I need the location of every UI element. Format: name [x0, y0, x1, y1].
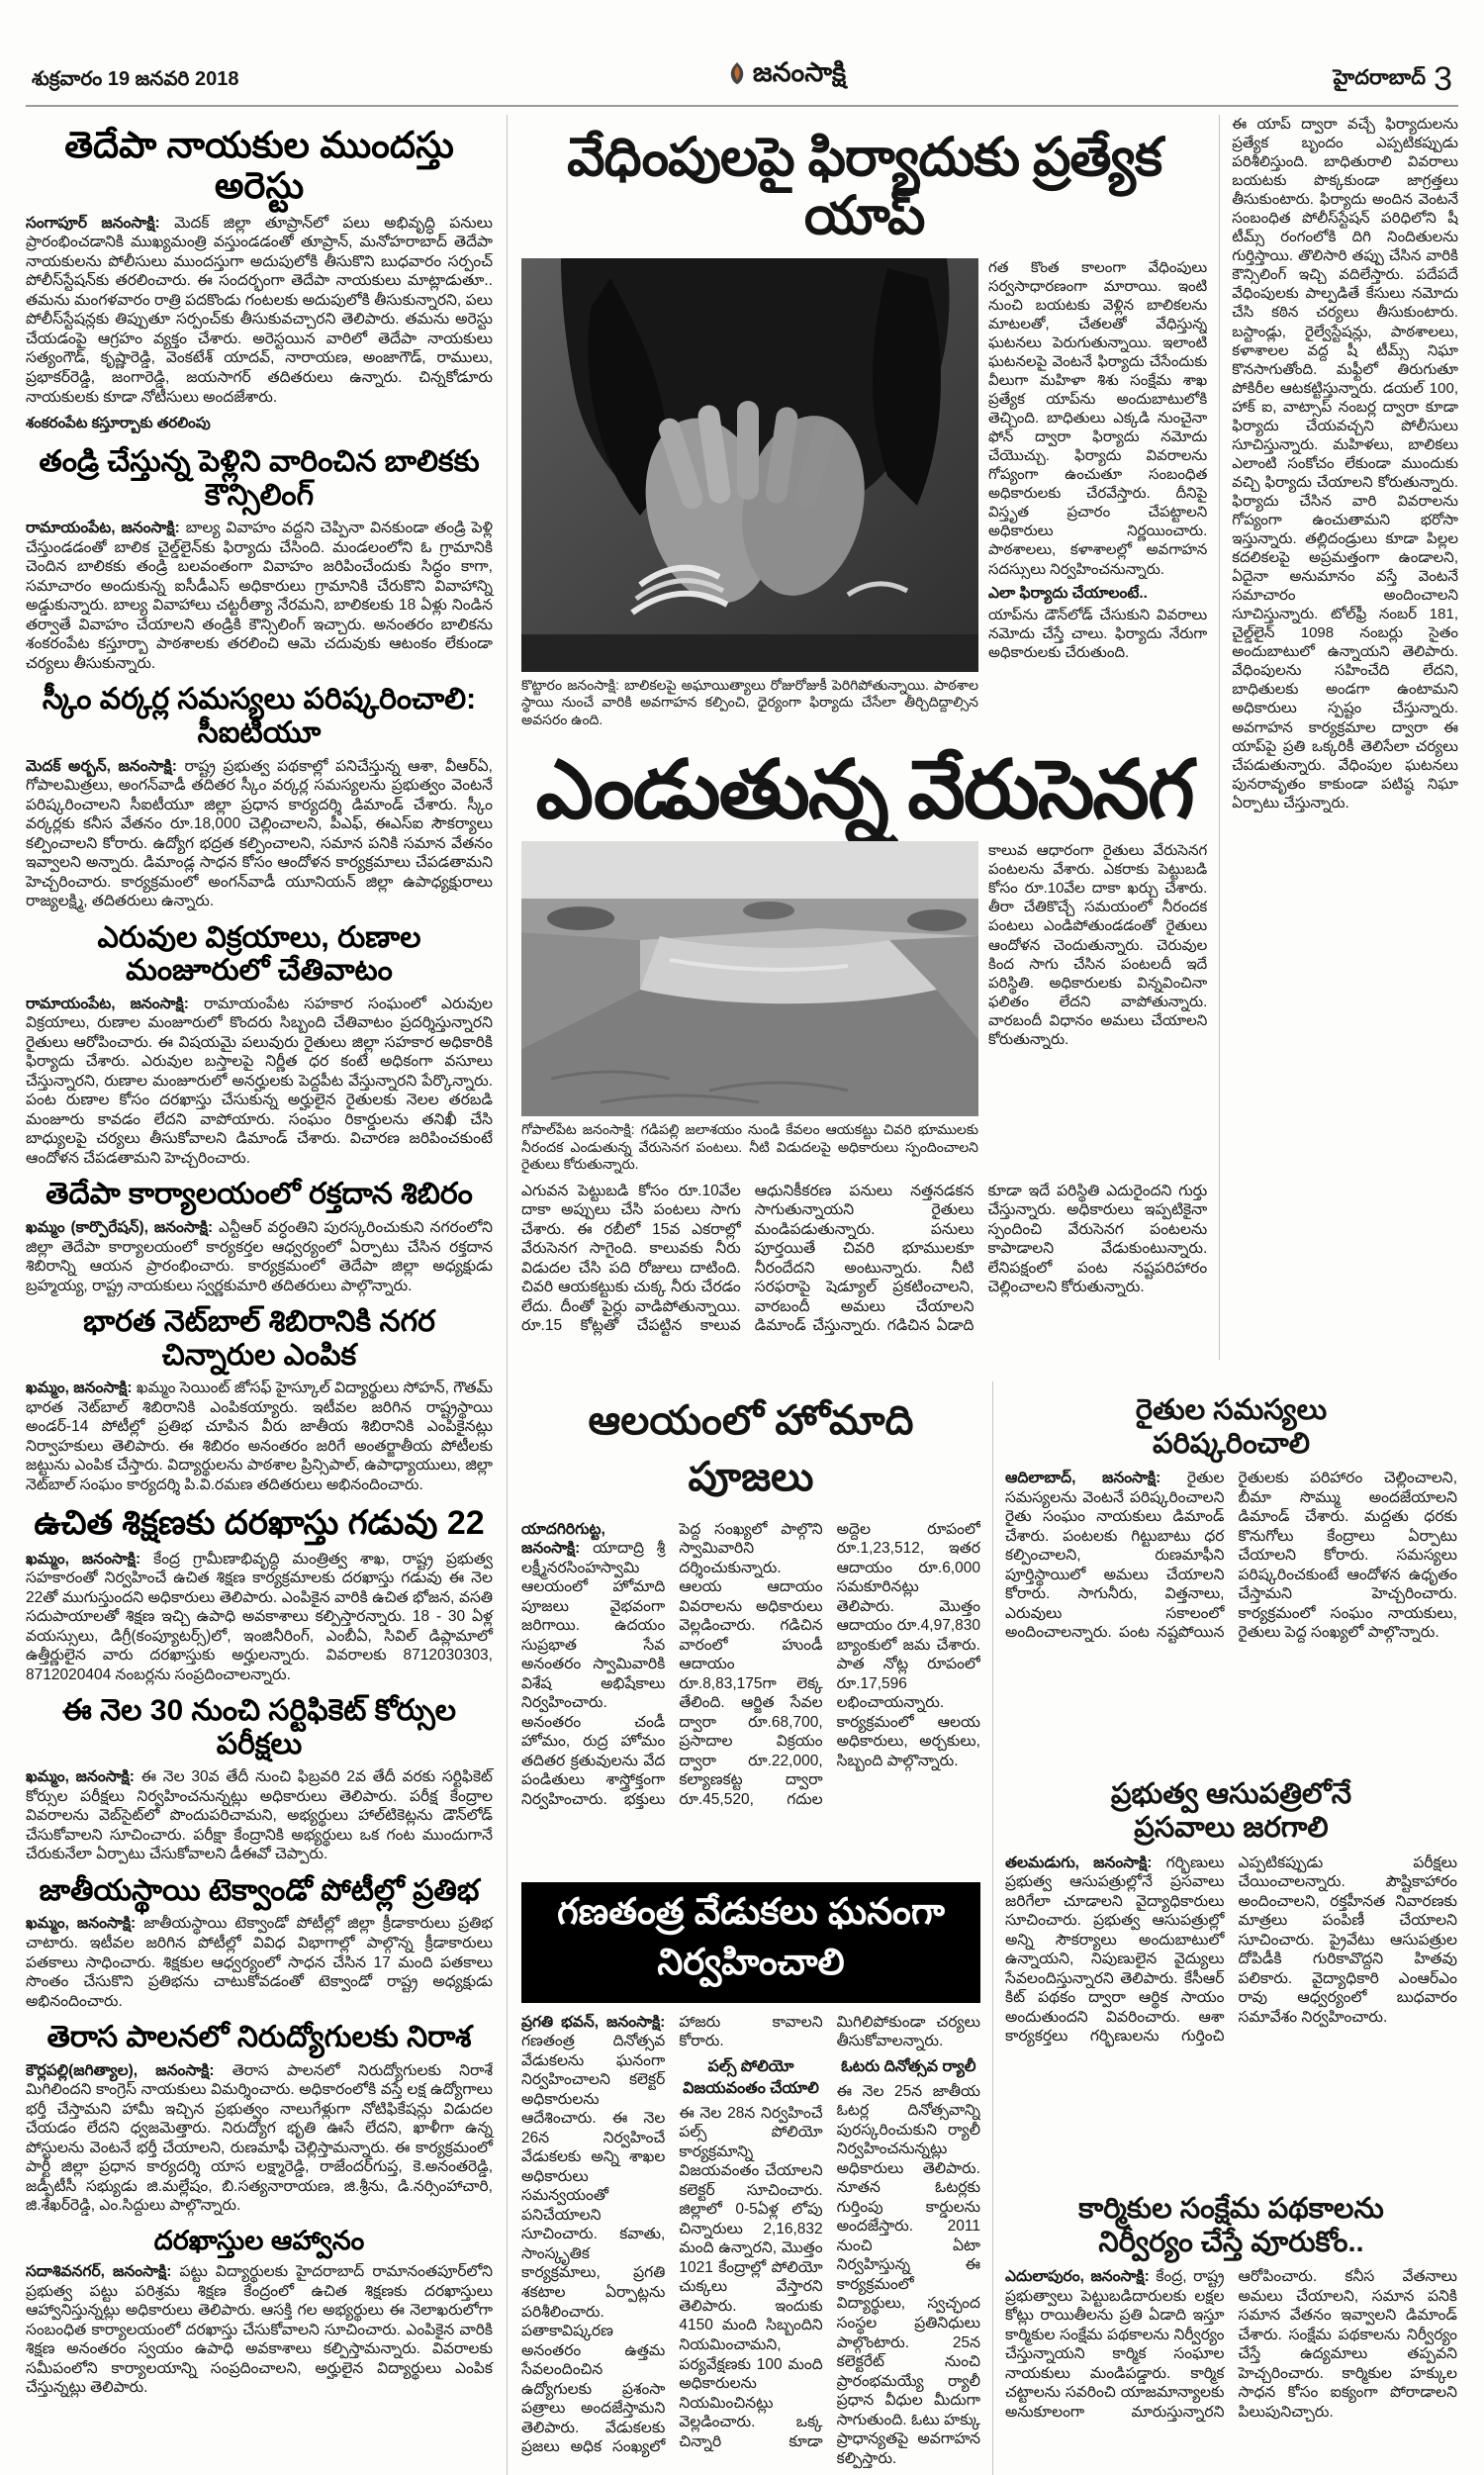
dateline: సదాశివనగర్, జనంసాక్షి:: [26, 2263, 172, 2280]
left-column: [26, 115, 507, 2475]
page-number: 3: [1434, 60, 1452, 99]
article-body: ఈ నెల 28న నిర్వహించే పల్స్ పోలియో కార్యక్రమాన్ని విజయవంతం చేయాలని కలెక్టర్ సూచించారు. జిల్లాలో 0-5ఏళ్ల లోపు చిన్నారులు 2,16,832 మంది ఉన్నారని, మొత్తం 1021 కేంద్రాల్లో పోలియో చుక్కలు వేస్తారని తెలిపారు. ఇందుకు 4150 మంది సిబ్బందిని నియమించామని, పర్యవేక్షణకు 100 మంది అధికారులను నియమించినట్లు వెల్లడించారు. ఒక్క చిన్నారి కూడా మిగిలిపోకుండా చర్యలు తీసుకోవాలన్నారు.: [679, 2013, 980, 2450]
article: [26, 2226, 493, 2398]
article-side-text: కాలువ ఆధారంగా రైతులు వేరుసెనగ పంటలను వేశారు. ఎకరాకు పెట్టుబడి కోసం రూ.10వేల దాకా ఖర్చు చేశారు. తీరా చేతికొచ్చే సమయంలో నీరందక పంటలు ఎండిపోతుండడంతో రైతులు ఆందోళన చెందుతున్నారు. చెరువుల కింద సాగు చేసిన పంటలదీ ఇదే పరిస్థితి. అధికారులకు విన్నవించినా ఫలితం లేదని వాపోతున్నారు. వారబందీ విధానం అమలు చేయాలని కోరుతున్నారు.: [988, 842, 1208, 1048]
article-harassment-app: [521, 129, 1207, 728]
voters-day-subhead: ఓటరు దినోత్సవ ర్యాలీ: [841, 2057, 976, 2075]
groundnut-body: ఎగువన పెట్టుబడి కోసం రూ.10వేల దాకా అప్పులు చేసి పంటలు సాగు చేశారు. ఈ రబీలో 15వ ఎకరాల్లో వేరుసెనగ సాగైంది. కాలువకు నీరు విడుదల చేసి పది రోజులు దాటింది. చివరి ఆయకట్టుకు చుక్క నీరు చేరడం లేదు. దీంతో పైర్లు వాడిపోతున్నాయి. రూ.15 కోట్లతో చేపట్టిన కాలువ ఆధునికీకరణ పనులు నత్తనడకన సాగుతున్నాయని రైతులు మండిపడుతున్నారు. పనులు పూర్తయితే చివరి భూములకూ నీరందేదని అంటున్నారు. నీటి సరఫరాపై షెడ్యూల్ ప్రకటించాలని, వారబందీ అమలు చేయాలని డిమాండ్ చేస్తున్నారు. గడిచిన ఏడాది కూడా ఇదే పరిస్థితి ఎదురైందని గుర్తు చేస్తున్నారు. అధికారులు ఇప్పటికైనా స్పందించి వేరుసెనగ పంటలను కాపాడాలని వేడుకుంటున్నారు. లేనిపక్షంలో పంట నష్టపరిహారం చెల్లించాలని కోరుతున్నారు.: [521, 1182, 1208, 1335]
dateline: ఖమ్మం, జనంసాక్షి:: [26, 1768, 135, 1786]
photo-caption: కొట్టారం జనంసాక్షి: బాలికలపై అఘాయిత్యాలు రోజురోజుకీ పెరిగిపోతున్నాయి. పాఠశాల స్థాయి నుంచే వారికి అవగాహన కల్పించి, ధైర్యంగా ఫిర్యాదు చేసేలా తీర్చిదిద్దాల్సిన అవసరం ఉంది.: [521, 676, 978, 727]
paper-title: [726, 57, 846, 95]
city-page: [1333, 60, 1452, 99]
dateline: తలమడుగు, జనంసాక్షి:: [1005, 1854, 1153, 1871]
dateline: ఖమ్మం, జనంసాక్షి:: [26, 1550, 141, 1568]
center-section: [521, 115, 1219, 1376]
dateline: ఖమ్మం, జనంసాక్షి:: [26, 1915, 137, 1933]
article-headline: తెదేపా నాయకుల ముందస్తు అరెస్టు: [64, 125, 454, 207]
article-body: బాల్య వివాహం వద్దని చెప్పినా వినకుండా తండ్రి పెళ్లి చేస్తుండడంతో బాలిక చైల్డ్‌లైన్‌కు ఫిర్యాదు చేసింది. మండలంలోని ఓ గ్రామానికి చెందిన బాలికకు తండ్రి బలవంతంగా వివాహం జరిపించేందుకు సిద్ధం కాగా, సమాచారం అందుకున్న ఐసీడీఎస్ అధికారులు గ్రామానికి చేరుకొని వివాహాన్ని అడ్డుకున్నారు. బాల్య వివాహాలు చట్టరీత్యా నేరమని, బాలికలకు 18 ఏళ్లు నిండిన తర్వాతే వివాహం చేయాలని తండ్రికి కౌన్సిలింగ్ ఇచ్చారు. అనంతరం బాలికను శంకరంపేట కస్తూర్బా పాఠశాలకు తరలించి ఆమె చదువుకు ఆటంకం లేకుండా చర్యలు తీసుకున్నారు.: [26, 520, 493, 672]
edition-date: శుక్రవారం 19 జనవరి 2018: [32, 68, 239, 90]
article-groundnut: [521, 745, 1208, 1376]
article-headline: తెరాస పాలనలో నిరుద్యోగులకు నిరాశ: [46, 2021, 472, 2054]
right-lower-section: [992, 1381, 1457, 2475]
article-headline: భారత నెట్‌బాల్ శిబిరానికి నగర చిన్నారుల ఎంపిక: [83, 1305, 435, 1372]
article-headline: తెదేపా కార్యాలయంలో రక్తదాన శిబిరం: [46, 1178, 473, 1211]
masthead-logo-icon: [726, 61, 748, 92]
paper-title-text: జనంసాక్షి: [752, 57, 847, 87]
how-to-complain-subhead: ఎలా ఫిర్యాదు చేయాలంటే..: [988, 584, 1148, 602]
article-headline: దరఖాస్తుల ఆహ్వానం: [153, 2225, 365, 2255]
dateline: రామాయంపేట, జనంసాక్షి:: [26, 995, 189, 1012]
temple-headline: ఆలయంలో హోమాది పూజలు: [588, 1396, 914, 1499]
article-headline: తండ్రి చేస్తున్న పెళ్లిని వారించిన బాలికకు కౌన్సిలింగ్: [39, 445, 480, 512]
dateline: ఖమ్మం (కార్పొరేషన్), జనంసాక్షి:: [26, 1219, 214, 1237]
article: [26, 1694, 493, 1864]
hospital-headline: ప్రభుత్వ ఆసుపత్రిలోనే ప్రసవాలు జరగాలి: [1110, 1778, 1352, 1845]
article-headline: ఉచిత శిక్షణకు దరఖాస్తు గడువు 22: [34, 1504, 485, 1543]
article-body: ఖమ్మం సెయింట్ జోసఫ్ హైస్కూల్ విద్యార్థులు సోహన్, గౌతమ్ భారత నెట్‌బాల్ శిబిరానికి ఎంపికయ్యారు. ఇటీవల జరిగిన రాష్ట్రస్థాయి అండర్-14 పోటీల్లో ప్రతిభ చూపిన వీరు జాతీయ శిబిరానికి ఎంపికైనట్లు నిర్వాహకులు తెలిపారు. ఈ శిబిరం అనంతరం జరిగే అంతర్జాతీయ పోటీలకు జట్టును ఎంపిక చేస్తారు. విద్యార్థులను పాఠశాల ప్రిన్సిపాల్, ఉపాధ్యాయులు, జిల్లా నెట్‌బాల్ సంఘం కార్యదర్శి పి.వి.రమణ తదితరులు అభినందించారు.: [26, 1380, 493, 1493]
article-body: కేంద్ర, రాష్ట్ర ప్రభుత్వాలు పెట్టుబడిదారులకు లక్షల కోట్లు రాయితీలను ప్రతి ఏడాది ఇస్తూ కార్మికుల సంక్షేమ పథకాలను నిర్వీర్యం చేస్తున్నాయని కార్మిక సంఘాల నాయకులు మండిపడ్డారు. కార్మిక చట్టాలను సవరించి యాజమాన్యాలకు అనుకూలంగా మారుస్తున్నారని ఆరోపించారు. కనీస వేతనాలు అమలు చేయాలని, సమాన పనికి సమాన వేతనం ఇవ్వాలని డిమాండ్ చేశారు. సంక్షేమ పథకాలను నిర్వీర్యం చేస్తే ఉద్యమాలు తప్పవని హెచ్చరించారు. కార్మికుల హక్కుల సాధన కోసం ఐక్యంగా పోరాడాలని పిలుపునిచ్చారు.: [1005, 2268, 1457, 2421]
article: [26, 1305, 493, 1494]
article-body: ఈ నెల 25న జాతీయ ఓటర్ల దినోత్సవాన్ని పురస్కరించుకుని ర్యాలీ నిర్వహించనున్నట్లు అధికారులు తెలిపారు. నూతన ఓటర్లకు గుర్తింపు కార్డులను అందజేస్తారు. 2011 నుంచి ఏటా నిర్వహిస్తున్న ఈ కార్యక్రమంలో విద్యార్థులు, స్వచ్ఛంద సంస్థల ప్రతినిధులు పాల్గొంటారు. 25న కలెక్టరేట్ నుంచి ప్రారంభమయ్యే ర్యాలీ ప్రధాన వీధుల మీదుగా సాగుతుంది. ఓటు హక్కు ప్రాధాన్యతపై అవగాహన కల్పిస్తారు.: [836, 2082, 980, 2467]
photo-caption: గోపాల్‌పేట జనంసాక్షి: గడిపల్లి జలాశయం నుండి కేవలం ఆయకట్టు చివరి భూములకు నీరందక ఎండుతున్న వేరుసెనగ పంటలు. నీటి విడుదలపై అధికారులు స్పందించాలని రైతులు కోరుతున్నారు.: [521, 1121, 978, 1173]
article: [26, 445, 493, 673]
article: [26, 125, 493, 435]
polio-subhead: పల్స్ పోలియో విజయవంతం చేయాలి: [683, 2057, 819, 2097]
article-side-text: గత కొంత కాలంగా వేధింపులు సర్వసాధారణంగా మారాయి. ఇంటి నుంచి బయటకు వెళ్లిన బాలికలను మాటలతో, చేతలతో వేధిస్తున్న ఘటనలు పెరుగుతున్నాయి. ఇలాంటి ఘటనలపై వెంటనే ఫిర్యాదు చేసేందుకు వీలుగా మహిళా శిశు సంక్షేమ శాఖ ప్రత్యేక యాప్‌ను అందుబాటులోకి తెచ్చింది. బాధితులు ఎక్కడి నుంచైనా ఫోన్ ద్వారా ఫిర్యాదు నమోదు చేయొచ్చు. ఫిర్యాదు వివరాలను గోప్యంగా ఉంచుతూ సంబంధిత అధికారులకు చేరవేస్తారు. దీనిపై విస్తృత ప్రచారం చేపట్టాలని అధికారులు నిర్ణయించారు. పాఠశాలలు, కళాశాలల్లో అవగాహన సదస్సులు నిర్వహించనున్నారు. ఎలా ఫిర్యాదు చేయాలంటే.. యాప్‌ను డౌన్‌లోడ్ చేసుకుని వివరాలు నమోదు చేస్తే చాలు. ఫిర్యాదు నేరుగా అధికారులకు చేరుతుంది.: [988, 258, 1208, 661]
article-body: మెదక్ జిల్లా తూప్రాన్‌లో పలు అభివృద్ధి పనులు ప్రారంభించడానికి ముఖ్యమంత్రి వస్తుండడంతో తూప్రాన్, మనోహరాబాద్ తెదేపా నాయకులను పోలీసులు ముందస్తుగా అదుపులోకి తీసుకొని బుధవారం సర్పంచ్ పోలీస్‌స్టేషన్‌కు తరలించారు. ఈ సందర్భంగా తెదేపా నాయకులు మాట్లాడుతూ.. తమను మంగళవారం రాత్రి పదకొండు గంటలకు అదుపులోకి తీసుకున్నారని, పలు పోలీస్‌స్టేషన్లకు తిప్పుతూ సర్పంచ్‌కు తీసుకువచ్చారని తెలిపారు. తమను అరెస్టు చేయడంపై ఆగ్రహం వ్యక్తం చేశారు. అరెస్టయిన వారిలో తెదేపా నాయకులు సత్యంగౌడ్, కృష్ణారెడ్డి, వెంకటేశ్ యాదవ్, నారాయణ, అంజాగౌడ్, రాములు, ప్రభాకర్‌రెడ్డి, జంగారెడ్డి, జయసాగర్ తదితరులు ఉన్నారు. చిన్నకోడూరు నాయకులకు కూడా నోటీసులు అందజేశారు.: [26, 214, 493, 406]
article: [26, 921, 493, 1169]
article-temple: [521, 1397, 980, 1868]
rail-continuation: ఈ యాప్ ద్వారా వచ్చే ఫిర్యాదులను ప్రత్యేక బృందం ఎప్పటికప్పుడు పరిశీలిస్తుంది. బాధితురాలి వివరాలు బయటకు పొక్కకుండా జాగ్రత్తలు తీసుకుంటారు. ఫిర్యాదు అందిన వెంటనే సంబంధిత పోలీస్‌స్టేషన్ పరిధిలోని షీ టీమ్స్ రంగంలోకి దిగి నిందితులను గుర్తిస్తాయి. తొలిసారి తప్పు చేసిన వారికి కౌన్సిలింగ్ ఇచ్చి వదిలేస్తారు. పదేపదే వేధింపులకు పాల్పడితే కేసులు నమోదు చేసి కఠిన చర్యలు తీసుకుంటారు. బస్టాండ్లు, రైల్వేస్టేషన్లు, పాఠశాలలు, కళాశాలల వద్ద షీ టీమ్స్ నిఘా కొనసాగుతోంది. మఫ్టీలో తిరుగుతూ పోకిరీల ఆటకట్టిస్తున్నారు. డయల్ 100, హాక్ ఐ, వాట్సాప్ నంబర్ల ద్వారా కూడా ఫిర్యాదు చేయవచ్చని పోలీసులు సూచిస్తున్నారు. మహిళలు, బాలికలు ఎలాంటి సంకోచం లేకుండా ముందుకు వచ్చి ఫిర్యాదు చేయాలని కోరుతున్నారు. ఫిర్యాదు చేసిన వారి వివరాలను గోప్యంగా ఉంచుతామని భరోసా ఇస్తున్నారు. తల్లిదండ్రులు కూడా పిల్లల కదలికలపై అప్రమత్తంగా ఉండాలని, ఏదైనా అనుమానం వస్తే వెంటనే సమాచారం అందించాలని సూచిస్తున్నారు. టోల్‌ఫ్రీ నంబర్ 181, చైల్డ్‌లైన్ 1098 నంబర్లు సైతం అందుబాటులో ఉన్నాయని తెలిపారు. వేధింపులను సహించేది లేదని, బాధితులకు అండగా ఉంటామని అధికారులు స్పష్టం చేస్తున్నారు. అవగాహన కార్యక్రమాల ద్వారా ఈ యాప్‌పై ప్రతి ఒక్కరికీ తెలిసేలా చర్యలు చేపడుతున్నారు. వేధింపుల ఘటనలు పునరావృతం కాకుండా పటిష్ఠ నిఘా ఏర్పాటు చేస్తున్నారు.: [1219, 115, 1458, 1360]
article-headline: ఎరువుల విక్రయాలు, రుణాల మంజూరులో చేతివాటం: [97, 920, 421, 988]
masthead: [26, 0, 1458, 107]
dateline: ఎదులాపురం, జనంసాక్షి:: [1005, 2268, 1150, 2286]
article-body: గర్భిణులు ప్రభుత్వ ఆసుపత్రుల్లోనే ప్రసవాలు జరిగేలా చూడాలని వైద్యాధికారులు సూచించారు. ప్రభుత్వ ఆసుపత్రుల్లో అన్ని సౌకర్యాలు అందుబాటులో ఉన్నాయని, నిపుణులైన వైద్యులు సేవలందిస్తున్నారని తెలిపారు. కేసీఆర్ కిట్ పథకం ద్వారా ఆర్థిక సాయం అందుతుందని వివరించారు. ఆశా కార్యకర్తలు గర్భిణులను గుర్తించి ఎప్పటికప్పుడు పరీక్షలు చేయించాలన్నారు. పౌష్టికాహారం అందించాలని, రక్తహీనత నివారణకు మాత్రలు పంపిణీ చేయాలని సూచించారు. ప్రైవేటు ఆసుపత్రుల దోపిడీకి గురికావొద్దని హితవు పలికారు. వైద్యాధికారి ఎంఆర్ఎం రావు ఆధ్వర్యంలో బుధవారం సమావేశం నిర్వహించారు.: [1005, 1854, 1457, 2046]
article-republic-day: [521, 1882, 980, 2475]
article-workers: [1005, 2192, 1457, 2475]
republic-headline: గణతంత్ర వేడుకలు ఘనంగా నిర్వహించాలి: [521, 1882, 980, 2003]
article-body: రాష్ట్ర ప్రభుత్వ పథకాల్లో పనిచేస్తున్న ఆశా, వీఆర్‌ఏ, గోపాలమిత్రలు, అంగన్‌వాడీ తదితర స్కీం వర్కర్ల సమస్యలను ప్రభుత్వం వెంటనే పరిష్కరించాలని సీఐటీయూ జిల్లా ప్రధాన కార్యదర్శి డిమాండ్ చేశారు. స్కీం వర్కర్లకు కనీస వేతనం రూ.18,000 చెల్లించాలని, పీఎఫ్, ఈఎస్ఐ సౌకర్యాలు కల్పించాలని కోరారు. ఉద్యోగ భద్రత కల్పించాలని, సమాన పనికి సమాన వేతనం ఇవ్వాలని అన్నారు. డిమాండ్ల సాధన కోసం ఆందోళన కార్యక్రమాలు చేపడతామని హెచ్చరించారు. కార్యక్రమంలో అంగన్‌వాడీ యూనియన్ జిల్లా ఉపాధ్యక్షురాలు రాజ్యలక్ష్మి, తదితరులు ఉన్నారు.: [26, 757, 493, 910]
article: [26, 1504, 493, 1684]
workers-headline: కార్మికుల సంక్షేమ పథకాలను నిర్వీర్యం చేస్తే వూరుకోం..: [1078, 2192, 1384, 2258]
article-hospital: [1005, 1777, 1457, 2179]
lead-headline: వేధింపులపై ఫిర్యాదుకు ప్రత్యేక యాప్: [567, 128, 1162, 246]
article-body: ఈ నెల 30వ తేదీ నుంచి ఫిబ్రవరి 2వ తేదీ వరకు సర్టిఫికెట్ కోర్సుల పరీక్షలు నిర్వహించనున్నట్లు అధికారులు తెలిపారు. పరీక్ష కేంద్రాల వివరాలను వెబ్‌సైట్‌లో పొందుపరిచామని, అభ్యర్థులు హాల్‌టికెట్లను డౌన్‌లోడ్ చేసుకోవాలని సూచించారు. పరీక్షా కేంద్రానికి అభ్యర్థులు ఒక గంట ముందుగానే చేరుకునేలా ఏర్పాటు చేసుకోవాలని డీఈవో చెప్పారు.: [26, 1768, 493, 1863]
kicker: శంకరంపేట కస్తూర్బాకు తరలింపు: [26, 415, 211, 432]
dateline: యాదగిరిగుట్ట, జనంసాక్షి:: [521, 1520, 605, 1558]
dateline: ఆదిలాబాద్, జనంసాక్షి:: [1005, 1470, 1161, 1487]
article-body: యాదాద్రి శ్రీ లక్ష్మీనరసింహస్వామి ఆలయంలో హోమాది పూజలు వైభవంగా జరిగాయి. ఉదయం సుప్రభాత సేవ అనంతరం స్వామివారికి విశేష అభిషేకాలు నిర్వహించారు. అనంతరం చండీ హోమం, రుద్ర హోమం తదితర క్రతువులను వేద పండితులు శాస్త్రోక్తంగా నిర్వహించారు. భక్తులు పెద్ద సంఖ్యలో పాల్గొని స్వామివారిని దర్శించుకున్నారు. ఆలయ ఆదాయం వివరాలను అధికారులు వెల్లడించారు. గడిచిన వారంలో హుండీ ఆదాయం రూ.8,83,175గా లెక్క తేలింది. ఆర్జిత సేవల ద్వారా రూ.68,700, ప్రసాదాల విక్రయం ద్వారా రూ.22,000, కల్యాణకట్ట ద్వారా రూ.45,520, గదుల అద్దెల రూపంలో రూ.1,23,512, ఇతర ఆదాయం రూ.6,000 సమకూరినట్లు తెలిపారు. మొత్తం ఆదాయం రూ.4,97,830 బ్యాంకులో జమ చేశారు. పాత నోట్ల రూపంలో రూ.17,596 లభించాయన్నారు. కార్యక్రమంలో ఆలయ అధికారులు, అర్చకులు, సిబ్బంది పాల్గొన్నారు.: [521, 1520, 980, 1808]
dateline: ప్రగతి భవన్, జనంసాక్షి:: [521, 2013, 666, 2031]
article: [26, 1874, 493, 2011]
article-body: రామాయంపేట సహకార సంఘంలో ఎరువుల విక్రయాలు, రుణాల మంజూరులో కొందరు సిబ్బంది చేతివాటం ప్రదర్శిస్తున్నారని రైతులు ఆరోపించారు. ఈ విషయమై పలువురు రైతులు జిల్లా సహకార అధికారికి ఫిర్యాదు చేశారు. ఎరువుల బస్తాలపై నిర్ణీత ధర కంటే అధికంగా వసూలు చేస్తున్నారని, రుణాల మంజూరులో అనర్హులకు పెద్దపీట వేస్తున్నారని పేర్కొన్నారు. పంట రుణాల కోసం దరఖాస్తు చేసుకున్న అర్హులైన రైతులకు నెలల తరబడి మంజూరు కావడం లేదని వాపోయారు. సంఘం రికార్డులను తనిఖీ చేసి బాధ్యులపై చర్యలు తీసుకోవాలని డిమాండ్ చేశారు. విచారణ జరిపించకుంటే ఆందోళన చేపడతామని హెచ్చరించారు.: [26, 995, 493, 1167]
article-body: రైతుల సమస్యలను వెంటనే పరిష్కరించాలని రైతు సంఘం నాయకులు డిమాండ్ చేశారు. పంటలకు గిట్టుబాటు ధర కల్పించాలని, రుణమాఫీని పూర్తిస్థాయిలో అమలు చేయాలని కోరారు. సాగునీరు, విత్తనాలు, ఎరువులు సకాలంలో అందించాలన్నారు. పంట నష్టపోయిన రైతులకు పరిహారం చెల్లించాలని, బీమా సొమ్ము అందజేయాలని డిమాండ్ చేశారు. మద్దతు ధరకు కొనుగోలు కేంద్రాలు ఏర్పాటు చేయాలని కోరారు. సమస్యలు పరిష్కరించకుంటే ఆందోళన ఉధృతం చేస్తామని హెచ్చరించారు. కార్యక్రమంలో సంఘం నాయకులు, రైతులు పెద్ద సంఖ్యలో పాల్గొన్నారు.: [1005, 1470, 1457, 1642]
dateline: కౌర్లపల్లి(జగిత్యాల), జనంసాక్షి:: [26, 2061, 215, 2079]
article-body: జాతీయస్థాయి టెక్వాండో పోటీల్లో జిల్లా క్రీడాకారులు ప్రతిభ చాటారు. ఇటీవల జరిగిన పోటీల్లో వివిధ విభాగాల్లో పాల్గొన్న క్రీడాకారులు పతకాలు సాధించారు. శిక్షకుల ఆధ్వర్యంలో సాధన చేసిన 17 మంది పతకాలు సొంతం చేసుకొని ప్రతిభను చాటుకోవడంతో టెక్వాండో రాష్ట్ర అధ్యక్షుడు అభినందించారు.: [26, 1915, 493, 2010]
city-label: హైదరాబాద్: [1333, 66, 1427, 89]
article-headline: ఈ నెల 30 నుంచి సర్టిఫికెట్ కోర్సుల పరీక్షలు: [61, 1694, 457, 1761]
dried-canal-photo: [521, 841, 978, 1116]
article-body: పట్టు విద్యార్థులకు హైదరాబాద్ రామానంతపూర్‌లోని ప్రభుత్వ పట్టు పరిశ్రమ శిక్షణ కేంద్రంలో ఉచిత శిక్షణకు దరఖాస్తులు ఆహ్వానిస్తున్నట్లు అధికారులు తెలిపారు. ఆసక్తి గల అభ్యర్థులు ఈ నెలాఖరులోగా సంబంధిత కార్యాలయంలో దరఖాస్తు చేసుకోవాలని సూచించారు. ఎంపికైన వారికి శిక్షణ అనంతరం స్వయం ఉపాధి అవకాశాలు కల్పిస్తామన్నారు. వివరాలకు సమీపంలోని కార్యాలయాన్ని సంప్రదించాలని, అర్హులైన విద్యార్థులు ఎంపిక చేస్తున్నట్లు తెలిపారు.: [26, 2263, 493, 2397]
article-farmers: [1005, 1393, 1457, 1765]
article-body: ఎన్టీఆర్ వర్ధంతిని పురస్కరించుకుని నగరంలోని జిల్లా తెదేపా కార్యాలయంలో కార్యకర్తల ఆధ్వర్యంలో ఏర్పాటు చేసిన రక్తదాన శిబిరాన్ని ఆయన ప్రారంభించారు. కార్యక్రమంలో తెదేపా జిల్లా అధ్యక్షుడు బ్రహ్మయ్య, రాష్ట్ర నాయకులు స్వర్ణకుమారి తదితరులు పాల్గొన్నారు.: [26, 1219, 493, 1294]
article-headline: స్కీం వర్కర్ల సమస్యలు పరిష్కరించాలి: సీఐటీయూ: [42, 683, 477, 749]
article-headline: జాతీయస్థాయి టెక్వాండో పోటీల్లో ప్రతిభ: [39, 1873, 480, 1907]
dateline: ఖమ్మం, జనంసాక్షి:: [26, 1380, 133, 1397]
article: [26, 2021, 493, 2216]
article-body: కేంద్ర గ్రామీణాభివృద్ధి మంత్రిత్వ శాఖ, రాష్ట్ర ప్రభుత్వ సహకారంతో నిర్వహించే ఉచిత శిక్షణ కార్యక్రమాలకు దరఖాస్తు గడువు ఈ నెల 22తో ముగుస్తుందని అధికారులు తెలిపారు. ఎంపికైన వారికి ఉచిత భోజన, వసతి సదుపాయాలతో శిక్షణ ఇచ్చి ఉపాధి అవకాశాలు కల్పిస్తారన్నారు. 18 - 30 ఏళ్ల వయస్సులు, డిగ్రీ(కంప్యూటర్స్)లో, ఇంజినీరింగ్, ఎంబీఏ, సివిల్ డిప్లామాలో ఉత్తీర్ణులైన వారు దరఖాస్తుకు అర్హులన్నారు. వివరాలకు 8712030303, 8712020404 నంబర్లను సంప్రదించాలన్నారు.: [26, 1550, 493, 1683]
dateline: సంగాపూర్ జనంసాక్షి:: [26, 214, 160, 232]
article-body: గణతంత్ర దినోత్సవ వేడుకలను ఘనంగా నిర్వహించాలని కలెక్టర్ అధికారులను ఆదేశించారు. ఈ నెల 26న నిర్వహించే వేడుకలకు అన్ని శాఖల అధికారులు సమన్వయంతో పనిచేయాలని సూచించారు. కవాతు, సాంస్కృతిక కార్యక్రమాలు, ప్రగతి శకటాల ఏర్పాట్లను పరిశీలించారు. పతాకావిష్కరణ అనంతరం ఉత్తమ సేవలందించిన ఉద్యోగులకు ప్రశంసా పత్రాలు అందజేస్తామని తెలిపారు. వేడుకలకు ప్రజలు అధిక సంఖ్యలో హాజరు కావాలని కోరారు.: [521, 2013, 823, 2456]
article: [26, 1178, 493, 1295]
article: [26, 683, 493, 910]
farmers-headline: రైతుల సమస్యలు పరిష్కరించాలి: [1135, 1393, 1328, 1460]
groundnut-headline: ఎండుతున్న వేరుసెనగ: [535, 745, 1193, 836]
dateline: మెదక్ అర్బన్, జనంసాక్షి:: [26, 757, 177, 775]
face-covered-woman-photo: [521, 258, 978, 672]
dateline: రామాయంపేట, జనంసాక్షి:: [26, 520, 180, 537]
center-lower-section: [521, 1381, 992, 2475]
article-body: తెరాస పాలనలో నిరుద్యోగులకు నిరాశే మిగిలిందని కాంగ్రెస్ నాయకులు విమర్శించారు. అధికారంలోకి వస్తే లక్ష ఉద్యోగాలు భర్తీ చేస్తామని హామీ ఇచ్చిన ప్రభుత్వం నాలుగేళ్లుగా నోటిఫికేషన్లు విడుదల చేయడం లేదని ధ్వజమెత్తారు. నిరుద్యోగ భృతి ఊసే లేదని, ఖాళీగా ఉన్న పోస్టులను వెంటనే భర్తీ చేయాలని, రుణమాఫీ చెల్లిస్తామన్నారు. ఈ కార్యక్రమంలో పార్టీ జిల్లా ప్రధాన కార్యదర్శి యాస లక్ష్మారెడ్డి, రాజేందర్‌గుప్త, కె.అనంతరెడ్డి, జడ్పీటీసీ సభ్యుడు జి.మల్లేషం, బి.సత్యనారాయణ, జి.శ్రీను, డి.నర్సింహాచారి, జి.శేఖర్‌రెడ్డి, ఎం.సిద్దులు పాల్గొన్నారు.: [26, 2061, 493, 2215]
